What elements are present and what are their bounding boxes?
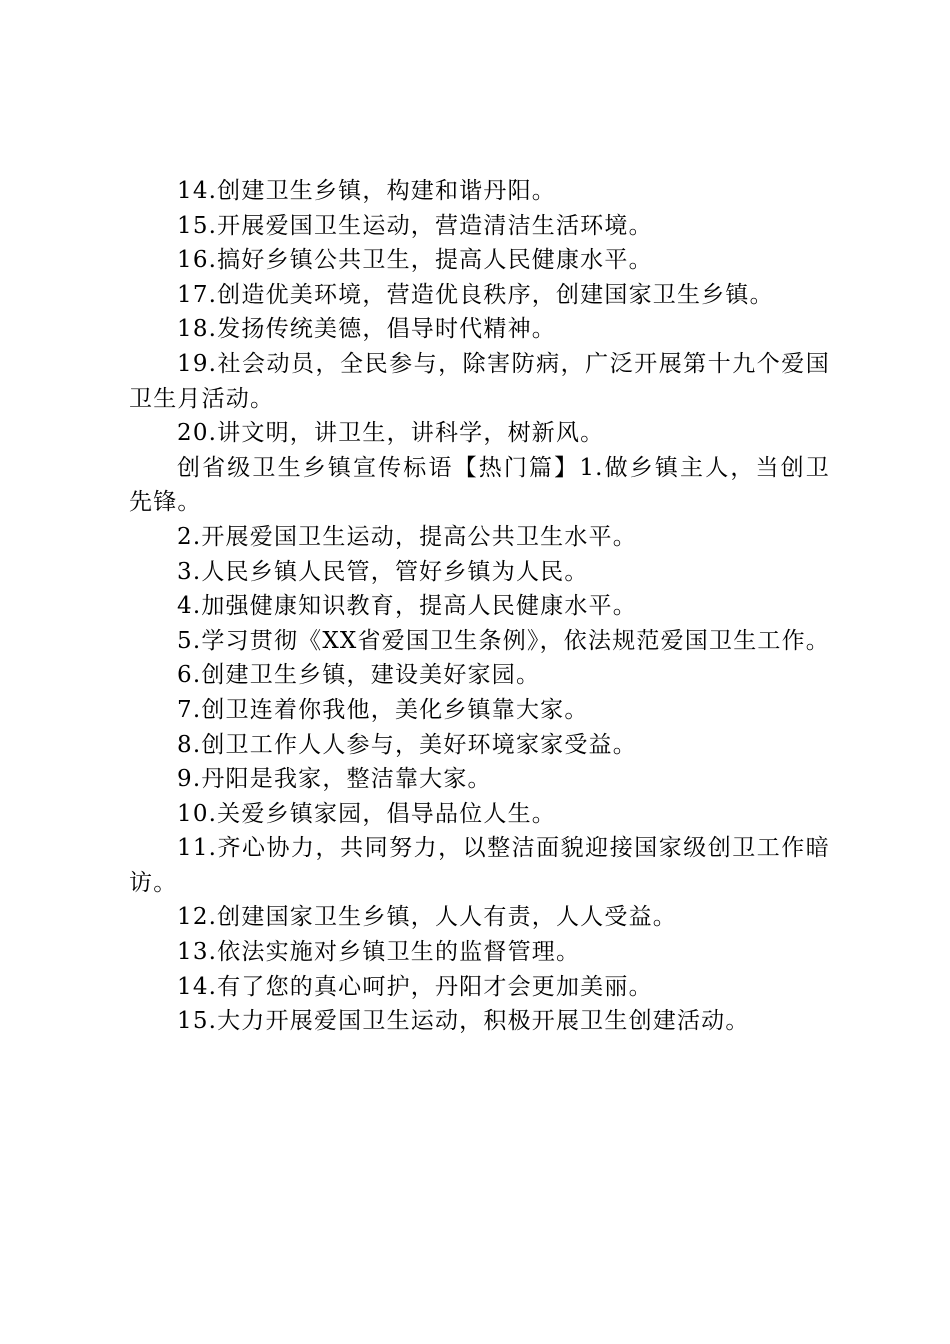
paragraph: 12.创建国家卫生乡镇，人人有责，人人受益。	[177, 904, 677, 931]
paragraph: 11.齐心协力，共同努力，以整洁面貌迎接国家级创卫工作暗访。	[129, 835, 830, 896]
paragraph: 18.发扬传统美德，倡导时代精神。	[177, 316, 556, 343]
paragraph: 8.创卫工作人人参与，美好环境家家受益。	[177, 731, 637, 758]
paragraph: 3.人民乡镇人民管，管好乡镇为人民。	[177, 558, 589, 585]
paragraph: 14.创建卫生乡镇，构建和谐丹阳。	[177, 178, 556, 204]
paragraph: 15.开展爱国卫生运动，营造清洁生活环境。	[177, 212, 653, 239]
paragraph: 2.开展爱国卫生运动，提高公共卫生水平。	[177, 523, 637, 550]
paragraph: 4.加强健康知识教育，提高人民健康水平。	[177, 593, 637, 620]
paragraph: 14.有了您的真心呵护，丹阳才会更加美丽。	[177, 973, 653, 1000]
paragraph: 17.创造优美环境，营造优良秩序，创建国家卫生乡镇。	[177, 281, 774, 308]
paragraph: 16.搞好乡镇公共卫生，提高人民健康水平。	[177, 247, 653, 274]
paragraph: 9.丹阳是我家，整洁靠大家。	[177, 766, 492, 793]
paragraph: 19.社会动员，全民参与，除害防病，广泛开展第十九个爱国卫生月活动。	[129, 350, 830, 412]
paragraph: 13.依法实施对乡镇卫生的监督管理。	[177, 939, 581, 966]
paragraph: 7.创卫连着你我他，美化乡镇靠大家。	[177, 696, 589, 723]
section-heading-paragraph: 创省级卫生乡镇宣传标语【热门篇】1.做乡镇主人，当创卫先锋。	[129, 454, 830, 516]
paragraph: 6.创建卫生乡镇，建设美好家园。	[177, 662, 541, 689]
paragraph: 10.关爱乡镇家园，倡导品位人生。	[177, 800, 556, 827]
document-body	[129, 174, 830, 1039]
paragraph: 15.大力开展爱国卫生运动，积极开展卫生创建活动。	[177, 1008, 750, 1035]
paragraph: 5.学习贯彻《XX省爱国卫生条例》，依法规范爱国卫生工作。	[177, 627, 830, 654]
paragraph: 20.讲文明，讲卫生，讲科学，树新风。	[177, 420, 605, 447]
